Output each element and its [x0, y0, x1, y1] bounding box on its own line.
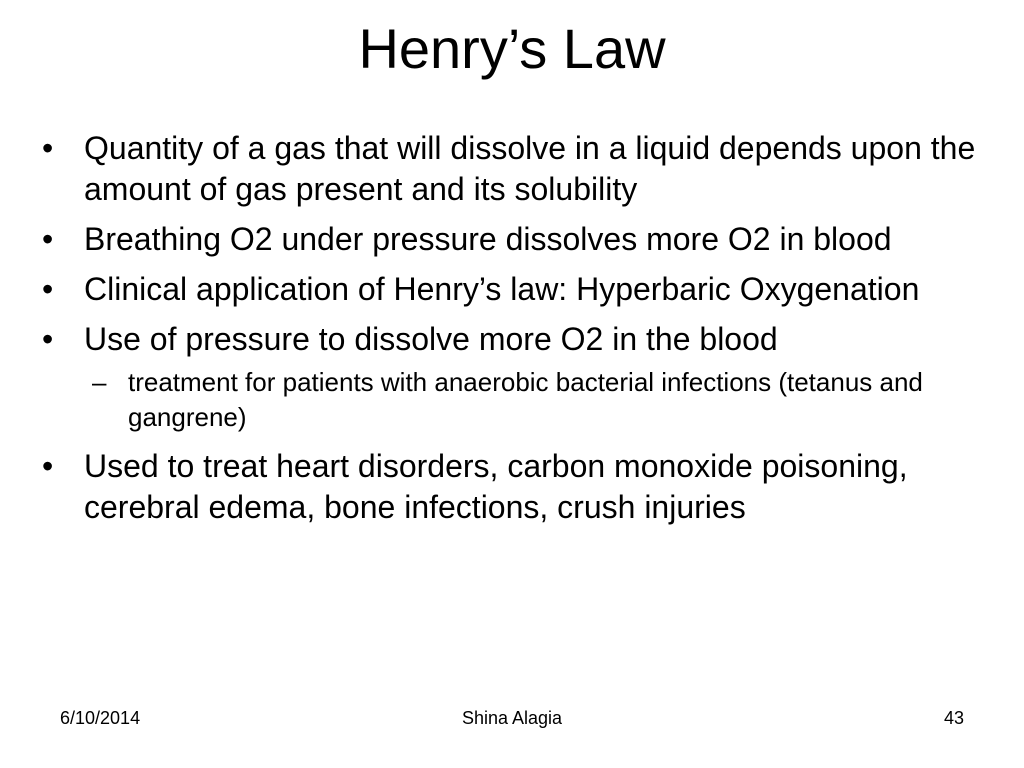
slide-title: Henry’s Law	[358, 17, 666, 80]
bullet-item	[42, 269, 1002, 310]
bullet-item	[42, 446, 1002, 528]
dash-glyph: –	[92, 367, 107, 397]
bullet-text: Use of pressure to dissolve more O2 in the blood	[84, 321, 778, 357]
bullet-text: Used to treat heart disorders, carbon monoxide poisoning, cerebral edema, bone infections, crush injuries	[84, 448, 908, 525]
slide-number: 43	[943, 708, 964, 728]
bullet-glyph: •	[42, 130, 54, 166]
bullet-item	[42, 319, 1002, 360]
sub-bullet-text: treatment for patients with anaerobic bacterial infections (tetanus and gangrene)	[128, 367, 923, 432]
bullet-item	[42, 128, 1002, 210]
bullet-glyph: •	[42, 221, 54, 257]
bullet-text: Breathing O2 under pressure dissolves more O2 in blood	[84, 221, 892, 257]
sub-bullet-item	[42, 365, 1002, 435]
bullet-glyph: •	[42, 271, 54, 307]
bullet-glyph: •	[42, 448, 54, 484]
footer-date: 6/10/2014	[60, 708, 141, 728]
bullet-list	[42, 128, 1002, 537]
footer-author: Shina Alagia	[461, 708, 563, 728]
bullet-glyph: •	[42, 321, 54, 357]
bullet-text: Clinical application of Henry’s law: Hyperbaric Oxygenation	[84, 271, 920, 307]
bullet-text: Quantity of a gas that will dissolve in a liquid depends upon the amount of gas present and its solubility	[84, 130, 976, 207]
bullet-item	[42, 219, 1002, 260]
